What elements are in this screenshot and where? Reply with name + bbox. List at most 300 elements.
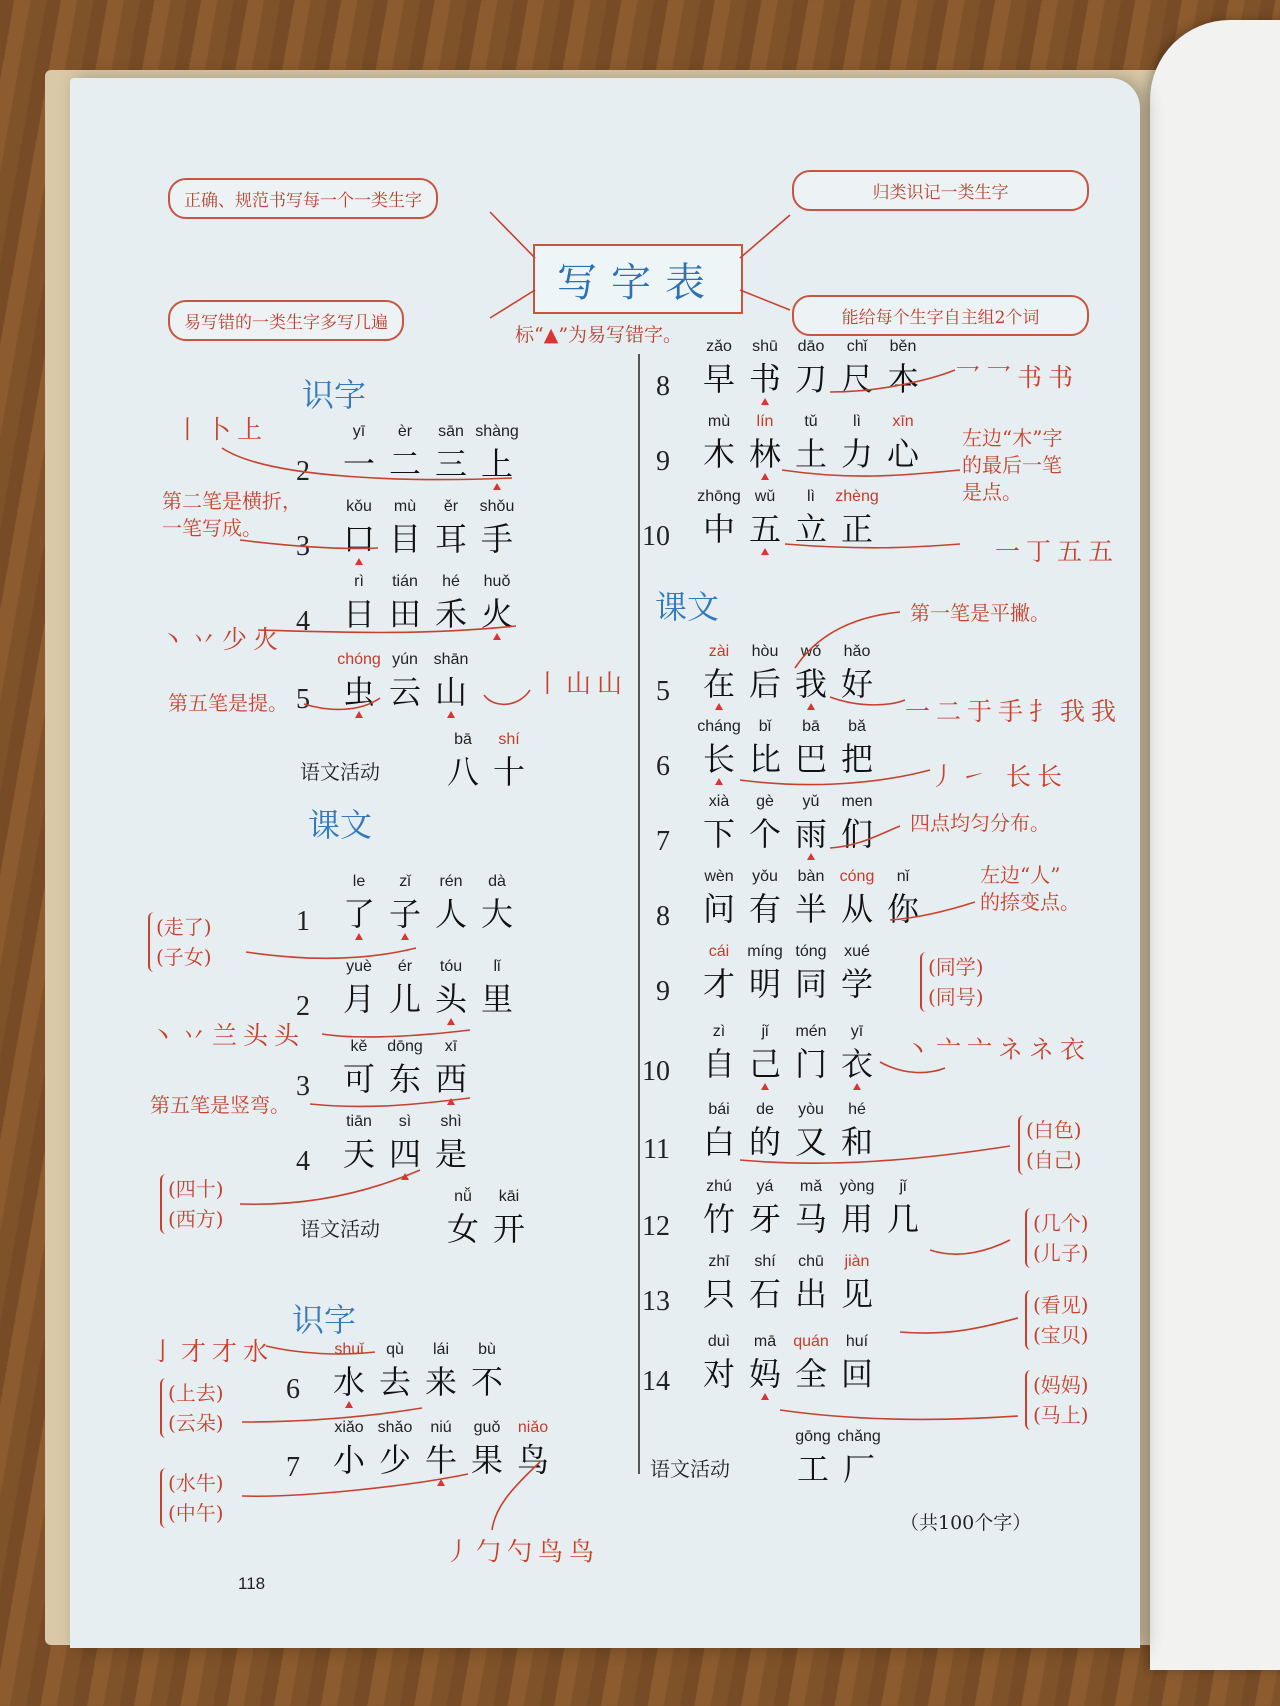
hanzi: 学 [840,965,873,1003]
hanzi: 用 [840,1200,873,1238]
character-group [326,1338,510,1402]
hanzi: 本 [886,360,919,398]
pinyin: kǒu [346,498,372,515]
error-prone-triangle-icon [401,1173,409,1180]
hanzi: 可 [342,1060,375,1098]
hanzi: 土 [794,435,827,473]
handwritten-note: (走了) (子女) [148,912,212,972]
error-prone-triangle-icon [715,778,723,785]
pinyin: tǔ [804,413,818,430]
character-cell [742,485,788,549]
pinyin: nǚ [454,1188,472,1205]
note-top-right: 归类识记一类生字 [792,170,1089,211]
total-character-count: （共100个字） [900,1512,1032,1534]
error-prone-triangle-icon [761,398,769,405]
character-group [696,1020,880,1084]
pinyin: sì [398,1113,412,1130]
pinyin: yòng [839,1178,875,1195]
character-group [336,495,520,559]
hanzi: 二 [388,445,421,483]
activity-label: 语文活动 [300,1217,380,1241]
hanzi: 虫 [342,673,375,711]
error-prone-triangle-icon [401,933,409,940]
character-cell [834,335,880,399]
character-cell [696,940,742,1004]
character-group [440,1185,532,1249]
hanzi: 比 [748,740,781,778]
character-cell [788,1175,834,1239]
character-group [336,955,520,1019]
character-cell [440,728,486,792]
character-cell [474,955,520,1019]
error-prone-triangle-icon [761,1393,769,1400]
character-cell [834,1098,880,1162]
handwritten-note: 四点均匀分布。 [910,811,1050,835]
character-cell [834,1250,880,1314]
hanzi: 你 [886,890,919,928]
character-cell [788,1250,834,1314]
pinyin: dà [488,873,506,890]
pinyin: shǎo [377,1419,413,1436]
character-cell [834,865,880,929]
pinyin: nǐ [896,868,910,885]
handwritten-note: 丿㇀ 长长 [930,762,1068,791]
hanzi: 不 [470,1363,503,1401]
hanzi: 对 [702,1355,735,1393]
pinyin: míng [747,943,783,960]
pinyin: mǎ [799,1178,823,1195]
lesson-number: 13 [642,1286,670,1317]
hanzi: 工 [796,1450,829,1488]
character-cell [474,870,520,934]
character-cell [788,715,834,779]
character-cell [428,648,474,712]
character-cell [428,420,474,484]
pinyin: jǐ [899,1178,907,1195]
hanzi: 个 [748,815,781,853]
hanzi: 云 [388,673,421,711]
note-top-left: 正确、规范书写每一个一类生字 [168,178,438,219]
lesson-number: 10 [642,521,670,552]
pinyin: bàn [797,868,825,885]
pinyin: gōng [795,1428,831,1445]
lesson-number: 5 [656,676,670,707]
character-cell [788,1098,834,1162]
character-cell [788,790,834,854]
pinyin: de [756,1101,774,1118]
hanzi: 人 [434,895,467,933]
hanzi: 几 [886,1200,919,1238]
lesson-number: 2 [296,991,310,1022]
error-prone-triangle-icon [437,1479,445,1486]
character-group [696,940,880,1004]
error-prone-triangle-icon [345,1401,353,1408]
pinyin: hé [848,1101,866,1118]
pinyin: mén [795,1023,827,1040]
handwritten-note: 第五笔是竖弯。 [150,1093,290,1117]
pinyin: rì [354,573,364,590]
pinyin: shí [498,731,520,748]
handwritten-note: 第五笔是提。 [168,691,288,715]
handwritten-note: 第二笔是横折， 一笔写成。 [162,489,302,540]
hanzi: 中 [702,510,735,548]
handwritten-note: 丨卜上 [175,415,269,444]
hanzi: 心 [886,435,919,473]
character-cell [742,790,788,854]
handwritten-note: (水牛) (中午) [160,1468,224,1528]
pinyin: ěr [443,498,459,515]
pinyin: zhú [706,1178,732,1195]
hanzi: 鸟 [516,1441,549,1479]
hanzi: 开 [492,1210,525,1248]
activity-label: 语文活动 [650,1457,730,1481]
pinyin: zhōng [697,488,741,505]
pinyin: lǐ [493,958,501,975]
character-cell [742,1330,788,1394]
pinyin: men [841,793,873,810]
character-cell [326,1416,372,1480]
character-group [440,728,532,792]
pinyin: wèn [704,868,734,885]
handwritten-note: 丶亠亠ネネ衣 [905,1035,1092,1064]
lesson-number: 10 [642,1056,670,1087]
page-title-box [533,244,743,314]
hanzi: 自 [702,1045,735,1083]
pinyin: lái [432,1341,449,1358]
pinyin: chū [798,1253,824,1270]
hanzi: 厂 [842,1450,875,1488]
hanzi: 见 [840,1275,873,1313]
pinyin: yǔ [802,793,820,810]
character-cell [464,1416,510,1480]
pinyin: hǎo [843,643,871,660]
hanzi: 把 [840,740,873,778]
error-prone-triangle-icon [761,473,769,480]
pinyin: yòu [798,1101,824,1118]
character-cell [474,495,520,559]
character-group [336,420,520,484]
hanzi: 书 [748,360,781,398]
pinyin: shū [752,338,778,355]
hanzi: 竹 [702,1200,735,1238]
hanzi: 小 [332,1441,365,1479]
lesson-number: 4 [296,606,310,637]
legend-prefix: 标“ [515,324,544,346]
hanzi: 月 [342,980,375,1018]
character-cell [788,1330,834,1394]
pinyin: niǎo [517,1419,549,1436]
character-cell [372,1338,418,1402]
character-cell [696,1175,742,1239]
character-cell [836,1425,882,1489]
page-title: 写字表 [557,259,719,306]
character-group [696,1330,880,1394]
hanzi: 木 [702,435,735,473]
pinyin: bā [454,731,472,748]
hanzi: 林 [748,435,781,473]
pinyin: lì [807,488,815,505]
pinyin: xī [444,1038,458,1055]
character-cell [336,420,382,484]
handwritten-note: (同学) (同号) [920,952,984,1012]
character-group [696,640,880,704]
hanzi: 马 [794,1200,827,1238]
hanzi: 大 [480,895,513,933]
character-cell [382,955,428,1019]
error-prone-triangle-icon [355,558,363,565]
hanzi: 儿 [388,980,421,1018]
lesson-number: 5 [296,684,310,715]
hanzi: 在 [702,665,735,703]
pinyin: xiǎo [334,1419,364,1436]
character-cell [428,955,474,1019]
handwritten-note: (看见) (宝贝) [1025,1290,1089,1350]
lesson-number: 6 [656,751,670,782]
character-cell [336,570,382,634]
character-cell [418,1338,464,1402]
hanzi: 来 [424,1363,457,1401]
character-cell [834,790,880,854]
section-title-literacy-2: 识字 [292,1301,357,1339]
pinyin: chǎng [837,1428,881,1445]
error-prone-triangle-icon [715,703,723,710]
character-cell [372,1416,418,1480]
pinyin: chóng [337,651,381,668]
hanzi: 少 [378,1441,411,1479]
character-cell [834,640,880,704]
hanzi: 五 [748,510,781,548]
pinyin: lín [756,413,774,430]
pinyin: yá [756,1178,774,1195]
character-cell [696,1250,742,1314]
handwritten-note: 一丁五五 [995,537,1120,566]
pinyin: wǔ [754,488,776,505]
handwritten-note: 丶丷少火 [160,625,285,654]
hanzi: 尺 [840,360,873,398]
handwritten-note: 左边“人” 的捺变点。 [980,863,1080,914]
pinyin: gè [756,793,774,810]
character-cell [788,865,834,929]
character-cell [428,570,474,634]
hanzi: 我 [794,665,827,703]
lesson-number: 14 [642,1366,670,1397]
character-cell [418,1416,464,1480]
character-group [696,790,880,854]
character-cell [428,1110,474,1174]
pinyin: jǐ [761,1023,769,1040]
hanzi: 同 [794,965,827,1003]
character-group [336,1110,474,1174]
lesson-number: 7 [286,1452,300,1483]
character-group [336,648,474,712]
hanzi: 水 [332,1363,365,1401]
pinyin: xīn [892,413,914,430]
pinyin: zhī [708,1253,730,1270]
pinyin: duì [707,1333,731,1350]
character-cell [834,940,880,1004]
character-cell [788,410,834,474]
hanzi: 刀 [794,360,827,398]
lesson-number: 6 [286,1374,300,1405]
hanzi: 牙 [748,1200,781,1238]
character-cell [834,715,880,779]
character-cell [696,1020,742,1084]
error-prone-triangle-icon [355,933,363,940]
handwritten-note: 丿勹勺鸟鸟 [445,1537,601,1566]
pinyin: dāo [797,338,825,355]
character-cell [474,420,520,484]
pinyin: bā [802,718,820,735]
character-cell [880,1175,926,1239]
error-prone-triangle-icon [355,711,363,718]
character-cell [428,1035,474,1099]
pinyin: shān [433,651,469,668]
lesson-number: 4 [296,1146,310,1177]
pinyin: yī [352,423,366,440]
character-cell [742,1098,788,1162]
hanzi: 早 [702,360,735,398]
character-cell [788,640,834,704]
hanzi: 白 [702,1123,735,1161]
pinyin: dōng [387,1038,423,1055]
lesson-number: 1 [296,906,310,937]
handwritten-note: (白色) (自己) [1018,1115,1082,1175]
pinyin: zǐ [399,873,411,890]
character-group [790,1425,882,1489]
hanzi: 雨 [794,815,827,853]
character-cell [834,410,880,474]
hanzi: 出 [794,1275,827,1313]
character-cell [742,865,788,929]
character-cell [696,715,742,779]
hanzi: 衣 [840,1045,873,1083]
hanzi: 耳 [434,520,467,558]
hanzi: 头 [434,980,467,1018]
character-cell [336,1110,382,1174]
hanzi: 的 [748,1123,781,1161]
error-prone-triangle-icon [761,1083,769,1090]
hanzi: 石 [748,1275,781,1313]
pinyin: zì [712,1023,726,1040]
pinyin: zhèng [835,488,879,505]
hanzi: 上 [480,445,513,483]
hanzi: 己 [748,1045,781,1083]
error-prone-triangle-icon [447,1098,455,1105]
pinyin: jiàn [844,1253,870,1270]
lesson-number: 9 [656,976,670,1007]
character-cell [336,1035,382,1099]
character-cell [696,1098,742,1162]
hanzi: 明 [748,965,781,1003]
hanzi: 一 [342,445,375,483]
triangle-icon: ▲ [543,324,559,346]
character-cell [696,485,742,549]
handwritten-note: 一二于手扌我我 [905,697,1123,726]
error-prone-triangle-icon [807,853,815,860]
pinyin: huí [845,1333,869,1350]
pinyin: le [352,873,366,890]
pinyin: tóu [439,958,463,975]
hanzi: 火 [480,595,513,633]
character-cell [336,495,382,559]
handwritten-note: 亅才才水 [150,1337,275,1366]
section-title-texts-2: 课文 [655,588,720,626]
hanzi: 三 [434,445,467,483]
handwritten-note: (上去) (云朵) [160,1378,224,1438]
hanzi: 门 [794,1045,827,1083]
character-cell [474,570,520,634]
character-cell [428,870,474,934]
lesson-number: 9 [656,446,670,477]
character-cell [336,955,382,1019]
note-bottom-left: 易写错的一类生字多写几遍 [168,300,404,341]
character-cell [742,1250,788,1314]
pinyin: bù [478,1341,496,1358]
hanzi: 牛 [424,1441,457,1479]
character-cell [696,790,742,854]
pinyin: cái [708,943,730,960]
hanzi: 妈 [748,1355,781,1393]
character-group [696,1098,880,1162]
hanzi: 全 [794,1355,827,1393]
error-prone-triangle-icon [493,483,501,490]
character-group [336,570,520,634]
character-cell [336,870,382,934]
lesson-number: 3 [296,531,310,562]
handwritten-note: 左边“木”字 的最后一笔 是点。 [962,426,1063,504]
pinyin: hé [442,573,460,590]
character-cell [428,495,474,559]
error-prone-triangle-icon [761,548,769,555]
hanzi: 巴 [794,740,827,778]
error-prone-triangle-icon [493,633,501,640]
character-cell [510,1416,556,1480]
pinyin: rén [439,873,463,890]
hanzi: 又 [794,1123,827,1161]
character-cell [742,1020,788,1084]
pinyin: yǒu [752,868,778,885]
character-cell [486,1185,532,1249]
character-cell [326,1338,372,1402]
character-cell [788,485,834,549]
character-cell [336,648,382,712]
character-cell [788,1020,834,1084]
character-cell [742,410,788,474]
pinyin: chǐ [846,338,868,355]
character-cell [382,870,428,934]
pinyin: shàng [475,423,519,440]
pinyin: běn [889,338,917,355]
pinyin: quán [793,1333,829,1350]
facing-page [1150,20,1280,1670]
character-cell [696,640,742,704]
pinyin: mù [393,498,417,515]
hanzi: 四 [388,1135,421,1173]
hanzi: 日 [342,595,375,633]
character-cell [834,1020,880,1084]
character-group [696,485,880,549]
hanzi: 才 [702,965,735,1003]
handwritten-note: (妈妈) (马上) [1025,1370,1089,1430]
character-group [326,1416,556,1480]
character-cell [742,640,788,704]
pinyin: bǎ [848,718,866,735]
hanzi: 是 [434,1135,467,1173]
hanzi: 口 [342,520,375,558]
character-cell [880,865,926,929]
pinyin: bái [708,1101,730,1118]
hanzi: 立 [794,510,827,548]
